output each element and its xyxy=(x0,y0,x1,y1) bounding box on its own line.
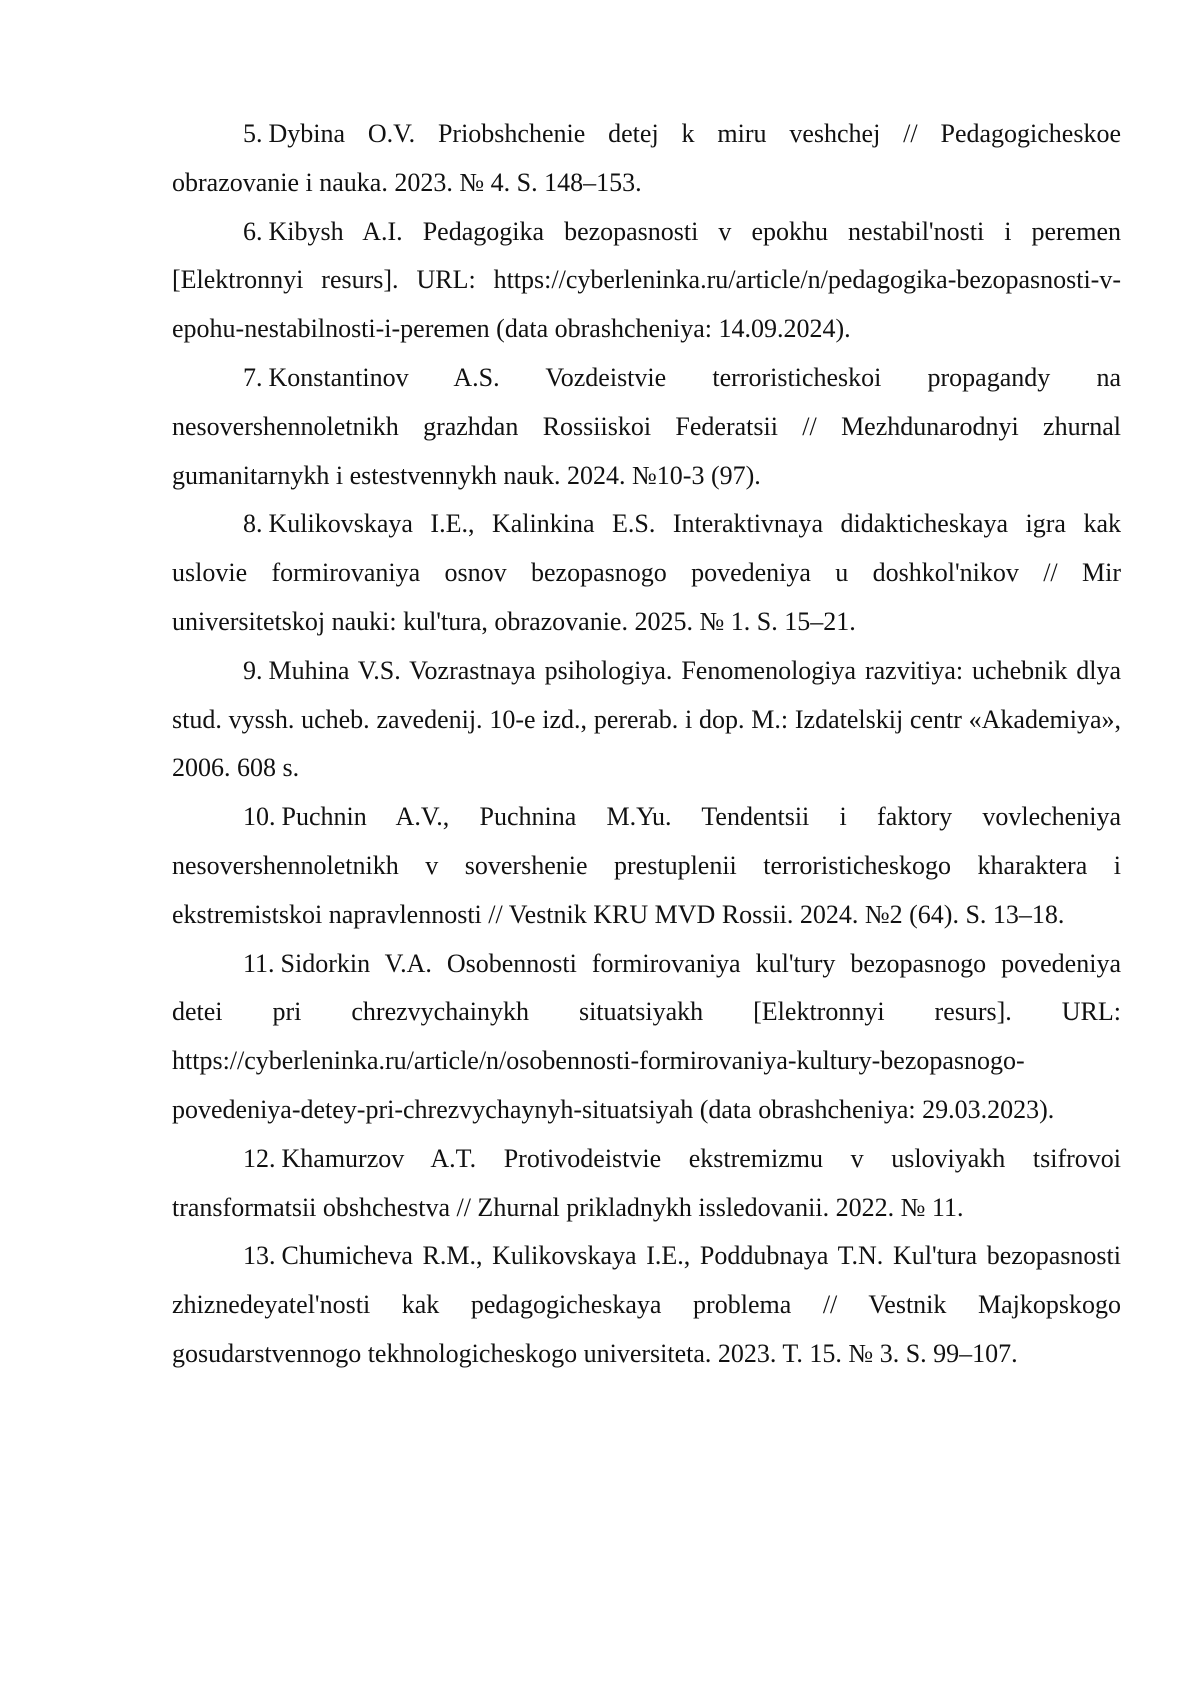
reference-number: 5. xyxy=(243,119,263,148)
reference-item-5 xyxy=(172,110,1121,208)
reference-text: Muhina V.S. Vozrastnaya psihologiya. Fenomenologiya razvitiya: uchebnik dlya stud. vyssh. ucheb. zavedenij. 10-e izd., pererab. i dop. M.: Izdatelskij centr «Akademiya», 2006. 608 s. xyxy=(172,656,1121,783)
reference-item-11 xyxy=(172,940,1121,1135)
reference-text: Khamurzov A.T. Protivodeistvie ekstremizmu v usloviyakh tsifrovoi transformatsii obshchestva // Zhurnal prikladnykh issledovanii. 2022. № 11. xyxy=(172,1144,1121,1222)
reference-item-13 xyxy=(172,1232,1121,1378)
reference-number: 7. xyxy=(243,363,263,392)
reference-number: 13. xyxy=(243,1241,276,1270)
reference-text: Kibysh A.I. Pedagogika bezopasnosti v epokhu nestabil'nosti i peremen [Elektronnyi resurs]. URL: https://cyberleninka.ru/article/n/pedagogika-bezopasnosti-v-epohu-nestabilnosti-i-peremen (data obrashcheniya: 14.09.2024). xyxy=(172,217,1121,344)
reference-item-9 xyxy=(172,647,1121,793)
reference-number: 8. xyxy=(243,509,263,538)
reference-list xyxy=(172,110,1121,1379)
reference-text: Sidorkin V.A. Osobennosti formirovaniya kul'tury bezopasnogo povedeniya detei pri chrezvychainykh situatsiyakh [Elektronnyi resurs]. URL: https://cyberleninka.ru/article/n/osobennosti-formirovaniya-kultury-bezopasnogo-povedeniya-detey-pri-chrezvychaynyh-situatsiyah (data obrashcheniya: 29.03.2023). xyxy=(172,949,1121,1124)
reference-item-7 xyxy=(172,354,1121,500)
reference-text: Chumicheva R.M., Kulikovskaya I.E., Poddubnaya T.N. Kul'tura bezopasnosti zhiznedeyatel'nosti kak pedagogicheskaya problema // Vestnik Majkopskogo gosudarstvennogo tekhnologicheskogo universiteta. 2023. T. 15. № 3. S. 99–107. xyxy=(172,1241,1121,1368)
reference-item-10 xyxy=(172,793,1121,939)
reference-item-12 xyxy=(172,1135,1121,1233)
reference-text: Puchnin A.V., Puchnina M.Yu. Tendentsii i faktory vovlecheniya nesovershennoletnikh v sovershenie prestuplenii terroristicheskogo kharaktera i ekstremistskoi napravlennosti // Vestnik KRU MVD Rossii. 2024. №2 (64). S. 13–18. xyxy=(172,802,1121,929)
reference-text: Kulikovskaya I.E., Kalinkina E.S. Interaktivnaya didakticheskaya igra kak uslovie formirovaniya osnov bezopasnogo povedeniya u doshkol'nikov // Mir universitetskoj nauki: kul'tura, obrazovanie. 2025. № 1. S. 15–21. xyxy=(172,509,1121,636)
reference-number: 10. xyxy=(243,802,276,831)
reference-number: 11. xyxy=(243,949,275,978)
reference-number: 9. xyxy=(243,656,263,685)
reference-number: 12. xyxy=(243,1144,276,1173)
reference-item-8 xyxy=(172,500,1121,646)
reference-text: Konstantinov A.S. Vozdeistvie terroristicheskoi propagandy na nesovershennoletnikh grazhdan Rossiiskoi Federatsii // Mezhdunarodnyi zhurnal gumanitarnykh i estestvennykh nauk. 2024. №10-3 (97). xyxy=(172,363,1121,490)
reference-number: 6. xyxy=(243,217,263,246)
reference-item-6 xyxy=(172,208,1121,354)
reference-text: Dybina O.V. Priobshchenie detej k miru veshchej // Pedagogicheskoe obrazovanie i nauka. 2023. № 4. S. 148–153. xyxy=(172,119,1121,197)
